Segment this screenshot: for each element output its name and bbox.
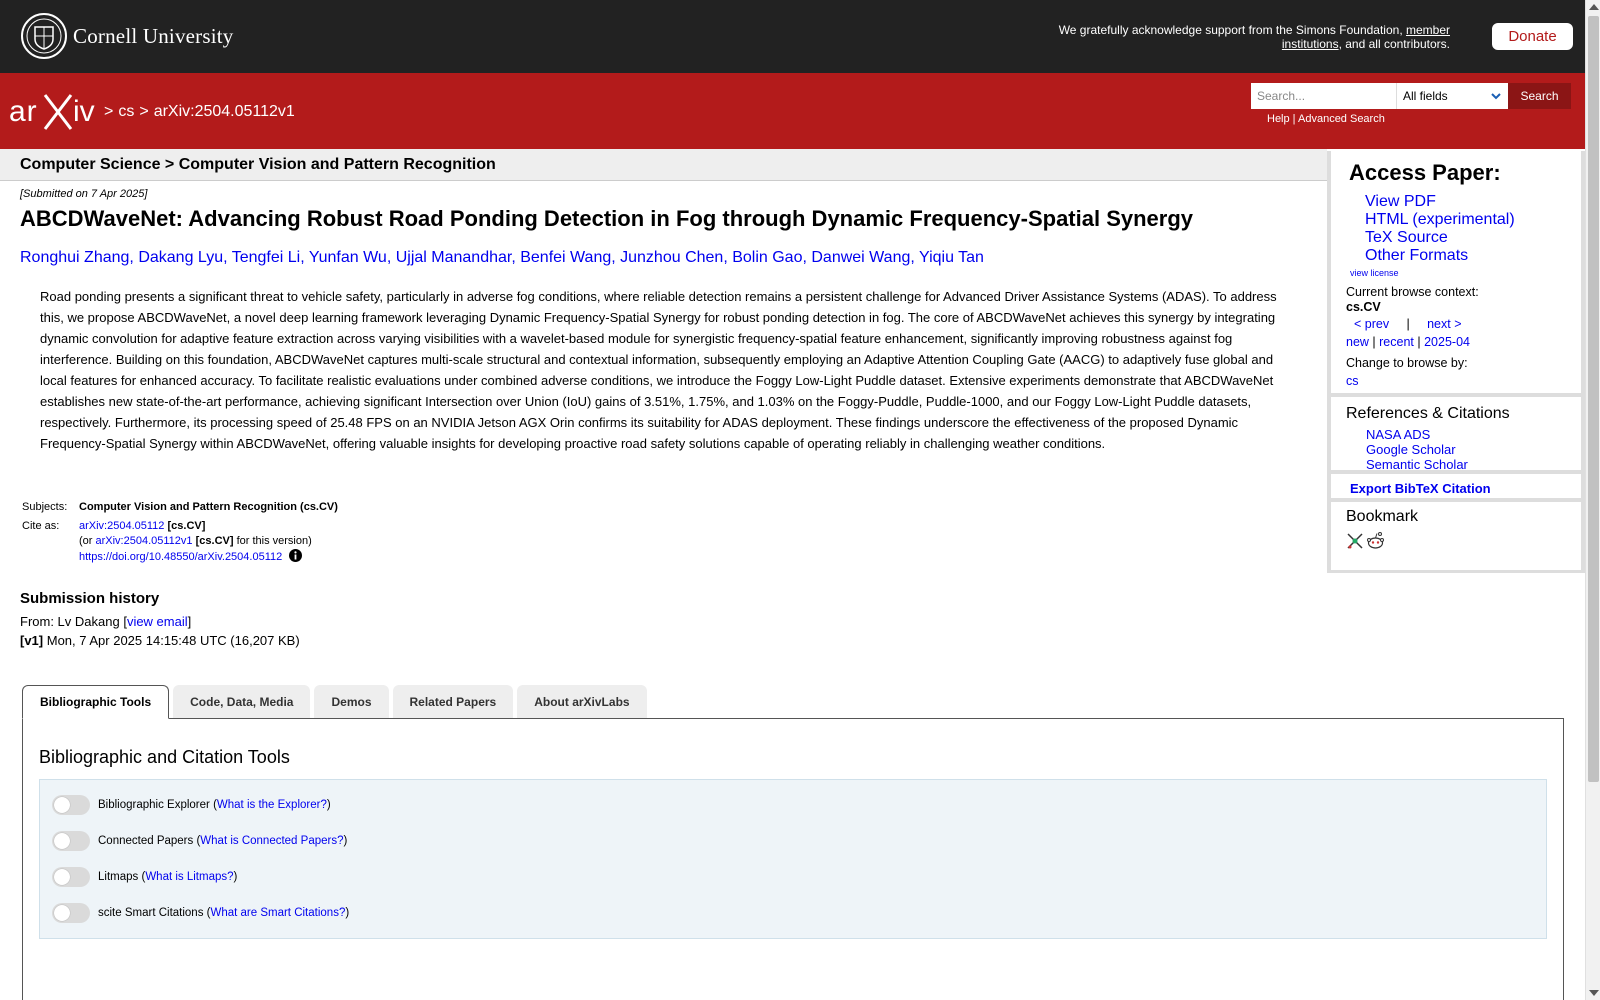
submission-history-title: Submission history: [20, 590, 160, 607]
tools-box: [39, 779, 1547, 939]
access-paper-box: [1331, 151, 1581, 279]
author-link[interactable]: Yiqiu Tan: [918, 249, 984, 266]
next-link[interactable]: next >: [1427, 317, 1462, 331]
tool-name: Connected Papers: [98, 835, 194, 847]
view-license-link[interactable]: view license: [1350, 268, 1399, 278]
recent-link[interactable]: recent: [1379, 335, 1414, 349]
export-box: [1331, 474, 1581, 498]
donate-button[interactable]: Donate: [1492, 23, 1573, 50]
breadcrumb-sep: >: [139, 103, 149, 120]
tools-title: Bibliographic and Citation Tools: [39, 747, 290, 767]
svg-text:iv: iv: [73, 95, 95, 128]
member-institutions-link[interactable]: member institutions: [1281, 23, 1450, 51]
export-bibtex-link[interactable]: Export BibTeX Citation: [1350, 481, 1491, 496]
chevron-down-icon: [1490, 90, 1502, 102]
author-link[interactable]: Benfei Wang: [520, 249, 612, 266]
toggle-switch[interactable]: [52, 903, 90, 923]
scrollbar[interactable]: [1585, 0, 1600, 1000]
metadata-table: [20, 498, 340, 567]
paper-title: ABCDWaveNet: Advancing Robust Road Ponding Detection in Fog through Dynamic Frequency-Spatial Synergy: [20, 206, 1194, 231]
tab-bar: [22, 685, 651, 719]
references-title: References & Citations: [1346, 405, 1510, 422]
cornell-banner: [0, 0, 1585, 73]
other-formats-link[interactable]: Other Formats: [1365, 247, 1469, 264]
author-link[interactable]: Junzhou Chen: [620, 249, 724, 266]
cite-label: Cite as:: [22, 520, 60, 532]
browse-cs-link[interactable]: cs: [1346, 374, 1359, 388]
browse-links: new | recent | 2025-04: [1346, 335, 1470, 349]
cornell-seal-icon: [21, 13, 67, 59]
tool-help-link[interactable]: What is Litmaps?: [145, 871, 234, 883]
help-link[interactable]: Help: [1267, 113, 1290, 125]
references-box: [1331, 397, 1581, 470]
search-input[interactable]: [1251, 83, 1396, 109]
subject-header: [0, 149, 1327, 181]
tool-name: Litmaps: [98, 871, 139, 883]
tool-help-link[interactable]: What is the Explorer?: [216, 799, 327, 811]
toggle-switch[interactable]: [52, 831, 90, 851]
tab-demos[interactable]: Demos: [314, 685, 388, 718]
view-pdf-link[interactable]: View PDF: [1365, 193, 1436, 210]
browse-context-value: cs.CV: [1346, 300, 1381, 314]
tex-source-link[interactable]: TeX Source: [1365, 229, 1448, 246]
cornell-logo[interactable]: [21, 13, 234, 59]
tab-related-papers[interactable]: Related Papers: [393, 685, 514, 718]
bookmark-box: [1331, 502, 1581, 570]
svg-text:ar: ar: [9, 95, 38, 128]
tool-row: Litmaps ( What is Litmaps? ): [52, 867, 237, 887]
subjects-value: Computer Vision and Pattern Recognition (cs.CV): [79, 501, 338, 513]
version-entry: [20, 633, 300, 648]
pipe: |: [1406, 317, 1410, 331]
tool-row: Connected Papers ( What is Connected Papers? ): [52, 831, 347, 851]
change-browse-label: Change to browse by:: [1346, 356, 1468, 370]
arxiv-logo-icon[interactable]: [9, 91, 102, 133]
author-link[interactable]: Ronghui Zhang: [20, 249, 130, 266]
tab-bibliographic-tools[interactable]: Bibliographic Tools: [22, 685, 169, 719]
cite-version-link[interactable]: arXiv:2504.05112v1: [95, 535, 193, 547]
references-links: [1366, 427, 1468, 472]
arxiv-header: [0, 73, 1585, 149]
tool-name: scite Smart Citations: [98, 907, 204, 919]
search-field-select[interactable]: [1396, 83, 1508, 109]
author-link[interactable]: Dakang Lyu: [138, 249, 224, 266]
author-link[interactable]: Ujjal Manandhar: [395, 249, 512, 266]
bookmark-title: Bookmark: [1346, 508, 1419, 525]
search-button[interactable]: Search: [1508, 83, 1571, 109]
author-link[interactable]: Bolin Gao: [732, 249, 803, 266]
submitter: [20, 614, 191, 629]
access-paper-title: Access Paper:: [1349, 160, 1501, 185]
cite-category: [cs.CV]: [167, 520, 206, 532]
cite-version-suffix: for this version): [233, 535, 312, 547]
scroll-up-icon[interactable]: [1589, 4, 1599, 10]
semantic-scholar-link[interactable]: Semantic Scholar: [1366, 457, 1468, 472]
ack-suffix: , and all contributors.: [1338, 37, 1450, 51]
month-link[interactable]: 2025-04: [1424, 335, 1470, 349]
field-select-value: All fields: [1403, 89, 1448, 103]
google-scholar-link[interactable]: Google Scholar: [1366, 442, 1456, 457]
toggle-switch[interactable]: [52, 795, 90, 815]
advanced-search-link[interactable]: Advanced Search: [1298, 113, 1385, 125]
subject-heading: Computer Science > Computer Vision and Pattern Recognition: [20, 156, 496, 173]
tab-about-arxivlabs[interactable]: About arXivLabs: [517, 685, 646, 718]
author-link[interactable]: Yunfan Wu: [308, 249, 387, 266]
author-list: Ronghui Zhang, Dakang Lyu, Tengfei Li, Yunfan Wu, Ujjal Manandhar, Benfei Wang, Junzhou Chen, Bolin Gao, Danwei Wang, Yiqiu Tan: [20, 249, 984, 266]
sidebar: [1327, 151, 1585, 573]
view-email-link[interactable]: view email: [126, 614, 188, 629]
bibsonomy-icon[interactable]: [1346, 532, 1364, 550]
from-suffix: ]: [187, 614, 192, 629]
reddit-icon[interactable]: [1366, 531, 1385, 550]
prev-next: [1354, 317, 1462, 331]
tab-code-data-media[interactable]: Code, Data, Media: [173, 685, 310, 718]
browse-context-label: Current browse context:: [1346, 285, 1479, 299]
info-icon[interactable]: [289, 549, 302, 562]
scroll-down-icon[interactable]: [1589, 990, 1599, 996]
tool-row: Bibliographic Explorer ( What is the Explorer? ): [52, 795, 331, 815]
abstract: Road ponding presents a significant threat to vehicle safety, particularly in adverse fog conditions, where reliable detection remains a persistent challenge for Advanced Driver Assistance Systems (ADAS). To address this, we propose ABCDWaveNet, a novel deep learning framework leveraging Dynamic Frequency-Spatial Synergy for robust ponding detection in fog. The core of ABCDWaveNet achieves this synergy by integrating dynamic convolution for adaptive feature extraction across varying visibilities with a wavelet-based module for synergistic frequency-spatial feature enhancement, significantly improving robustness against fog interference. Building on this foundation, ABCDWaveNet captures multi-scale structural and contextual information, subsequently employing an Adaptive Attention Coupling Gate (AACG) to adaptively fuse global and local features for enhanced accuracy. To facilitate realistic evaluations under combined adverse conditions, we introduce the Foggy Low-Light Puddle dataset. Extensive experiments demonstrate that ABCDWaveNet establishes new state-of-the-art performance, achieving significant Intersection over Union (IoU) gains of 3.51%, 1.75%, and 1.03% on the Foggy-Puddle, Puddle-1000, and our Foggy Low-Light Puddle datasets, respectively. Furthermore, its processing speed of 25.48 FPS on an NVIDIA Jetson AGX Orin confirms its suitability for ADAS deployment. These findings underscore the effectiveness of the proposed Dynamic Frequency-Spatial Synergy within ABCDWaveNet, offering valuable insights for developing proactive road safety solutions capable of operating reliably in challenging weather conditions.: [40, 289, 1277, 451]
tab-panel: [22, 718, 1564, 1000]
subjects-label: Subjects:: [22, 501, 68, 513]
new-link[interactable]: new: [1346, 335, 1369, 349]
html-link[interactable]: HTML (experimental): [1365, 211, 1515, 228]
author-link[interactable]: Danwei Wang: [811, 249, 911, 266]
author-link[interactable]: Tengfei Li: [231, 249, 301, 266]
access-links: [1365, 193, 1515, 265]
tool-help-link[interactable]: What are Smart Citations?: [210, 907, 346, 919]
cite-id-link[interactable]: arXiv:2504.05112: [79, 520, 165, 532]
acknowledgement: [1030, 23, 1450, 51]
ack-text: We gratefully acknowledge support from the Simons Foundation,: [1058, 23, 1406, 37]
version-tag[interactable]: [v1]: [20, 633, 44, 648]
doi-link[interactable]: https://doi.org/10.48550/arXiv.2504.05112: [79, 551, 283, 563]
cite-or: (or: [79, 535, 96, 547]
prev-link[interactable]: < prev: [1354, 317, 1390, 331]
cite-category: [cs.CV]: [195, 535, 234, 547]
tool-help-link[interactable]: What is Connected Papers?: [200, 835, 344, 847]
cornell-name: Cornell University: [73, 23, 234, 48]
toggle-switch[interactable]: [52, 867, 90, 887]
breadcrumb-id: arXiv:2504.05112v1: [153, 103, 295, 120]
breadcrumb-sep: >: [104, 103, 114, 120]
nasa-ads-link[interactable]: NASA ADS: [1366, 427, 1431, 442]
version-text: Mon, 7 Apr 2025 14:15:48 UTC (16,207 KB): [43, 633, 300, 648]
breadcrumb-cs[interactable]: cs: [118, 103, 135, 120]
tool-row: scite Smart Citations ( What are Smart Citations? ): [52, 903, 349, 923]
tool-name: Bibliographic Explorer: [98, 799, 210, 811]
breadcrumb: [104, 103, 295, 121]
submitted-date: [Submitted on 7 Apr 2025]: [20, 188, 148, 200]
from-text: From: Lv Dakang [: [20, 614, 127, 629]
scroll-thumb[interactable]: [1588, 16, 1599, 782]
search-links: Help | Advanced Search: [1267, 113, 1385, 125]
browse-context-box: [1331, 279, 1581, 393]
